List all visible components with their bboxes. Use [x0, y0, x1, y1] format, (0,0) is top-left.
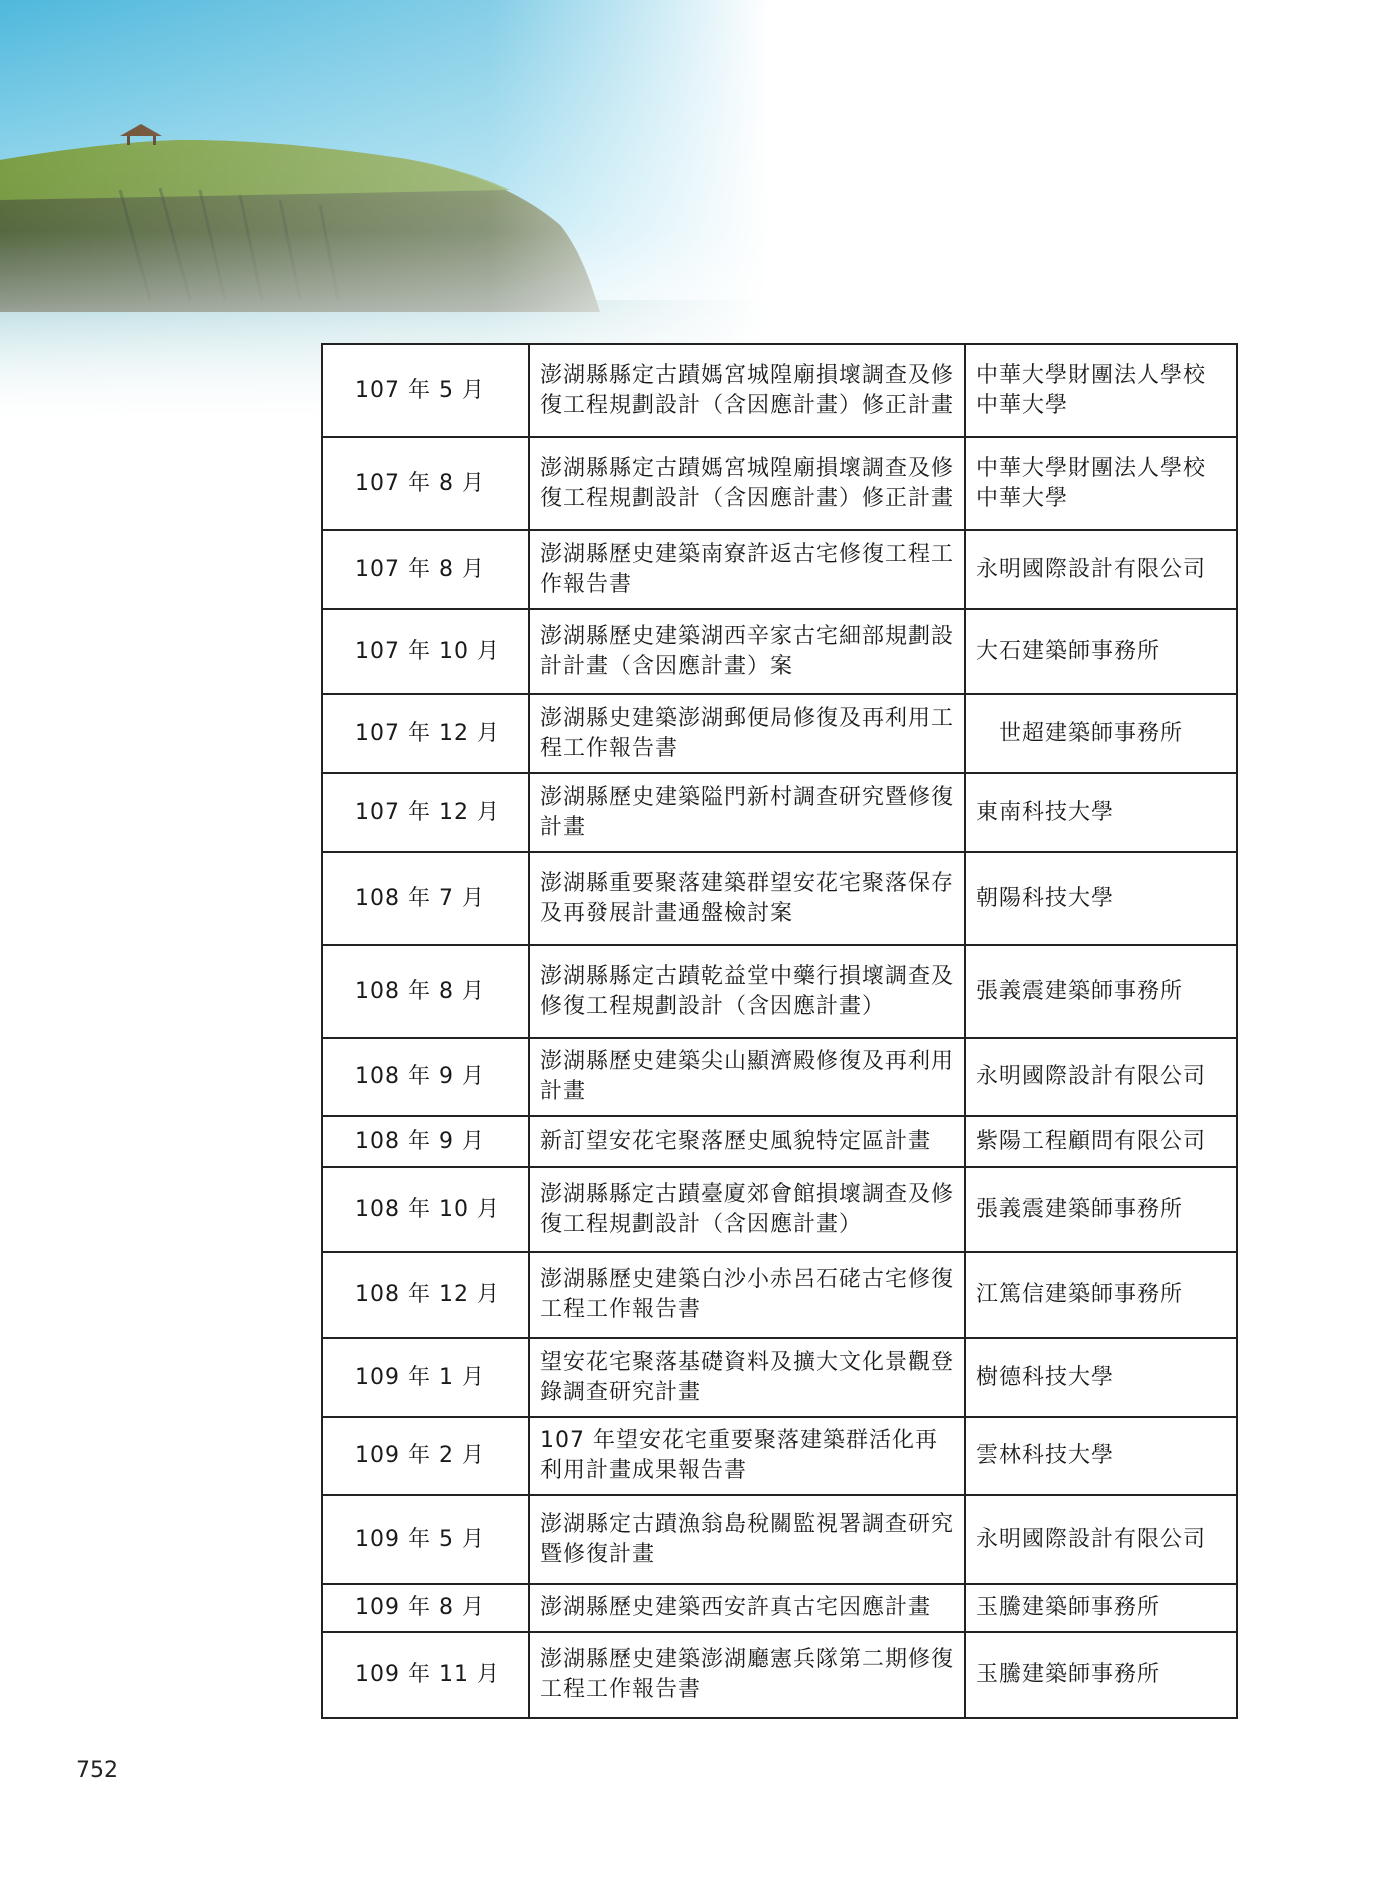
table-row — [322, 437, 1237, 530]
title-cell: 澎湖縣定古蹟漁翁島稅關監視署調查研究暨修復計畫 — [529, 1495, 965, 1584]
org-cell: 世超建築師事務所 — [965, 694, 1237, 773]
table-row — [322, 1167, 1237, 1252]
date-cell: 107 年 8 月 — [322, 437, 529, 530]
title-cell: 澎湖縣歷史建築白沙小赤呂石硓古宅修復工程工作報告書 — [529, 1252, 965, 1338]
org-cell: 紫陽工程顧問有限公司 — [965, 1116, 1237, 1167]
org-cell: 東南科技大學 — [965, 773, 1237, 852]
title-cell: 澎湖縣縣定古蹟媽宮城隍廟損壞調查及修復工程規劃設計（含因應計畫）修正計畫 — [529, 344, 965, 437]
title-cell: 望安花宅聚落基礎資料及擴大文化景觀登錄調查研究計畫 — [529, 1338, 965, 1417]
table-row — [322, 945, 1237, 1038]
date-cell: 107 年 5 月 — [322, 344, 529, 437]
table-row — [322, 530, 1237, 609]
org-cell: 張義震建築師事務所 — [965, 1167, 1237, 1252]
table-row — [322, 1252, 1237, 1338]
date-cell: 107 年 10 月 — [322, 609, 529, 694]
org-cell: 朝陽科技大學 — [965, 852, 1237, 945]
org-cell: 玉騰建築師事務所 — [965, 1584, 1237, 1632]
table-row — [322, 852, 1237, 945]
title-cell: 澎湖縣縣定古蹟乾益堂中藥行損壞調查及修復工程規劃設計（含因應計畫） — [529, 945, 965, 1038]
table-row — [322, 344, 1237, 437]
org-cell: 張義震建築師事務所 — [965, 945, 1237, 1038]
date-cell: 109 年 5 月 — [322, 1495, 529, 1584]
table-row — [322, 694, 1237, 773]
date-cell: 108 年 8 月 — [322, 945, 529, 1038]
date-cell: 108 年 10 月 — [322, 1167, 529, 1252]
date-cell: 108 年 7 月 — [322, 852, 529, 945]
table-row — [322, 1632, 1237, 1718]
table-row — [322, 1116, 1237, 1167]
date-cell: 109 年 8 月 — [322, 1584, 529, 1632]
org-cell: 永明國際設計有限公司 — [965, 530, 1237, 609]
date-cell: 108 年 9 月 — [322, 1116, 529, 1167]
org-cell: 永明國際設計有限公司 — [965, 1495, 1237, 1584]
org-cell: 江篤信建築師事務所 — [965, 1252, 1237, 1338]
table-row — [322, 1495, 1237, 1584]
title-cell: 澎湖縣縣定古蹟媽宮城隍廟損壞調查及修復工程規劃設計（含因應計畫）修正計畫 — [529, 437, 965, 530]
org-cell: 永明國際設計有限公司 — [965, 1038, 1237, 1116]
date-cell: 109 年 1 月 — [322, 1338, 529, 1417]
org-cell: 大石建築師事務所 — [965, 609, 1237, 694]
table-row — [322, 1038, 1237, 1116]
org-cell: 樹德科技大學 — [965, 1338, 1237, 1417]
title-cell: 澎湖縣縣定古蹟臺廈郊會館損壞調查及修復工程規劃設計（含因應計畫） — [529, 1167, 965, 1252]
table-row — [322, 773, 1237, 852]
title-cell: 新訂望安花宅聚落歷史風貌特定區計畫 — [529, 1116, 965, 1167]
title-cell: 澎湖縣重要聚落建築群望安花宅聚落保存及再發展計畫通盤檢討案 — [529, 852, 965, 945]
title-cell: 澎湖縣歷史建築尖山顯濟殿修復及再利用計畫 — [529, 1038, 965, 1116]
title-cell: 澎湖縣歷史建築湖西辛家古宅細部規劃設計計畫（含因應計畫）案 — [529, 609, 965, 694]
title-cell: 澎湖縣歷史建築澎湖廳憲兵隊第二期修復工程工作報告書 — [529, 1632, 965, 1718]
table-row — [322, 609, 1237, 694]
table-row — [322, 1584, 1237, 1632]
date-cell: 109 年 2 月 — [322, 1417, 529, 1495]
title-cell: 107 年望安花宅重要聚落建築群活化再利用計畫成果報告書 — [529, 1417, 965, 1495]
page-number: 752 — [76, 1758, 118, 1783]
table-row — [322, 1338, 1237, 1417]
org-cell: 中華大學財團法人學校中華大學 — [965, 344, 1237, 437]
org-cell: 雲林科技大學 — [965, 1417, 1237, 1495]
date-cell: 108 年 9 月 — [322, 1038, 529, 1116]
org-cell: 中華大學財團法人學校中華大學 — [965, 437, 1237, 530]
org-cell: 玉騰建築師事務所 — [965, 1632, 1237, 1718]
date-cell: 109 年 11 月 — [322, 1632, 529, 1718]
title-cell: 澎湖縣史建築澎湖郵便局修復及再利用工程工作報告書 — [529, 694, 965, 773]
date-cell: 108 年 12 月 — [322, 1252, 529, 1338]
title-cell: 澎湖縣歷史建築西安許真古宅因應計畫 — [529, 1584, 965, 1632]
title-cell: 澎湖縣歷史建築南寮許返古宅修復工程工作報告書 — [529, 530, 965, 609]
date-cell: 107 年 12 月 — [322, 773, 529, 852]
project-table-container — [321, 343, 1236, 1719]
date-cell: 107 年 8 月 — [322, 530, 529, 609]
table-row — [322, 1417, 1237, 1495]
title-cell: 澎湖縣歷史建築隘門新村調查研究暨修復計畫 — [529, 773, 965, 852]
date-cell: 107 年 12 月 — [322, 694, 529, 773]
project-table — [321, 343, 1238, 1719]
